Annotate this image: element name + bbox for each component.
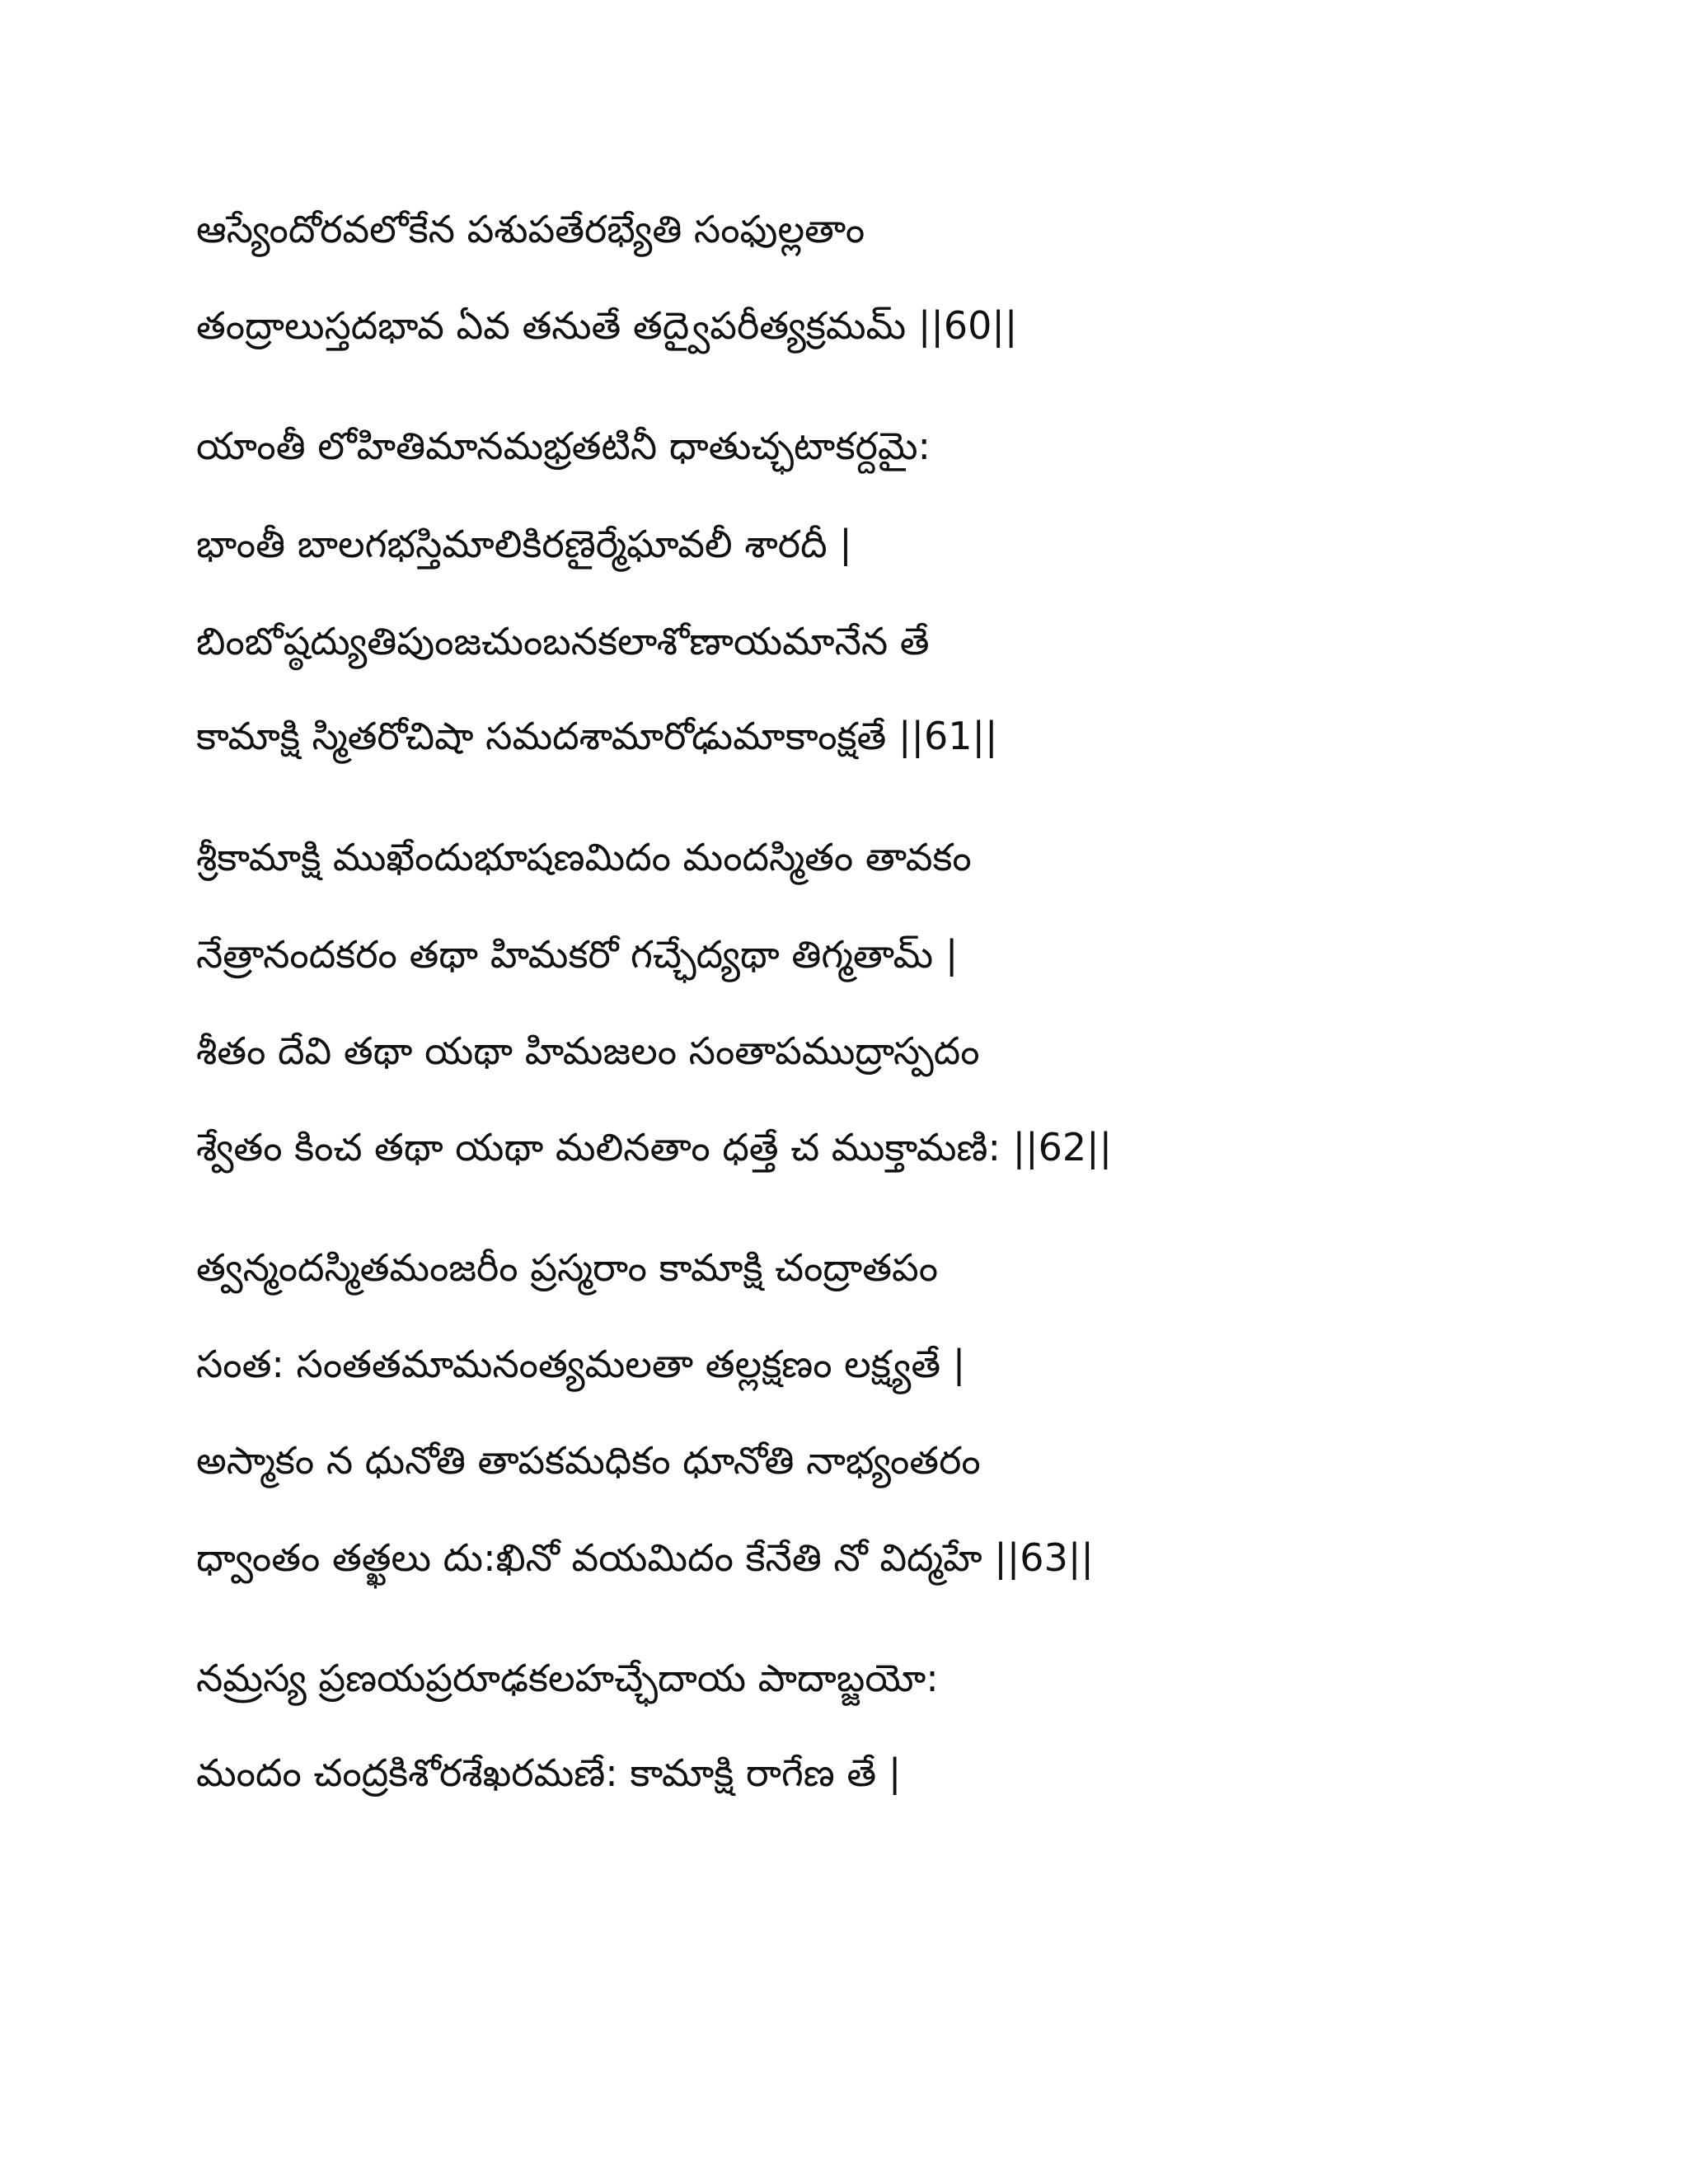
verse-61-line-3: బింబోష్ఠద్యుతిపుంజచుంబనకలాశోణాయమానేన తే — [196, 619, 930, 663]
verse-63-line-4: ధ్వాంతం తత్ఖలు దు:ఖినో వయమిదం కేనేతి నో విద్మహే ||63|| — [196, 1535, 1094, 1580]
verse-62-line-2: నేత్రానందకరం తథా హిమకరో గచ్ఛేద్యథా తిగ్మతామ్ | — [196, 932, 959, 977]
verse-62-line-4: శ్వేతం కించ తథా యథా మలినతాం ధత్తే చ ముక్తామణి: ||62|| — [196, 1125, 1113, 1169]
verse-63-line-3: అస్మాకం న ధునోతి తాపకమధికం ధూనోతి నాభ్యంతరం — [196, 1438, 981, 1483]
verse-61-line-2: భాంతీ బాలగభస్తిమాలికిరణైర్మేఘావలీ శారదీ | — [196, 522, 852, 566]
verse-60-line-2: తంద్రాలుస్తదభావ ఏవ తనుతే తద్వైపరీత్యక్రమమ్ ||60|| — [196, 303, 1018, 348]
verse-63-line-2: సంత: సంతతమామనంత్యమలతా తల్లక్షణం లక్ష్యతే | — [196, 1342, 966, 1386]
verse-61-line-4: కామాక్షి స్మితరోచిషా సమదశామారోఢుమాకాంక్షతే ||61|| — [196, 714, 998, 758]
verse-64-line-2: మందం చంద్రకిశోరశేఖరమణే: కామాక్షి రాగేణ తే | — [196, 1750, 902, 1795]
verse-60-line-1: ఆస్యేందోరవలోకేన పశుపతేరభ్యేతి సంఫుల్లతాం — [196, 207, 865, 251]
verse-61-line-1: యాంతీ లోహితిమానమభ్రతటినీ ధాతుచ్ఛటాకర్దమై: — [196, 424, 931, 468]
verse-63-line-1: త్వన్మందస్మితమంజరీం ప్రస్మరాం కామాక్షి చంద్రాతపం — [196, 1245, 939, 1290]
verse-62-line-3: శీతం దేవి తథా యథా హిమజలం సంతాపముద్రాస్పదం — [196, 1029, 980, 1073]
verse-64-line-1: నమ్రస్య ప్రణయప్రరూఢకలహచ్ఛేదాయ పాదాబ్జయో: — [196, 1656, 939, 1700]
verse-62-line-1: శ్రీకామాక్షి ముఖేందుభూషణమిదం మందస్మితం తావకం — [196, 835, 972, 879]
